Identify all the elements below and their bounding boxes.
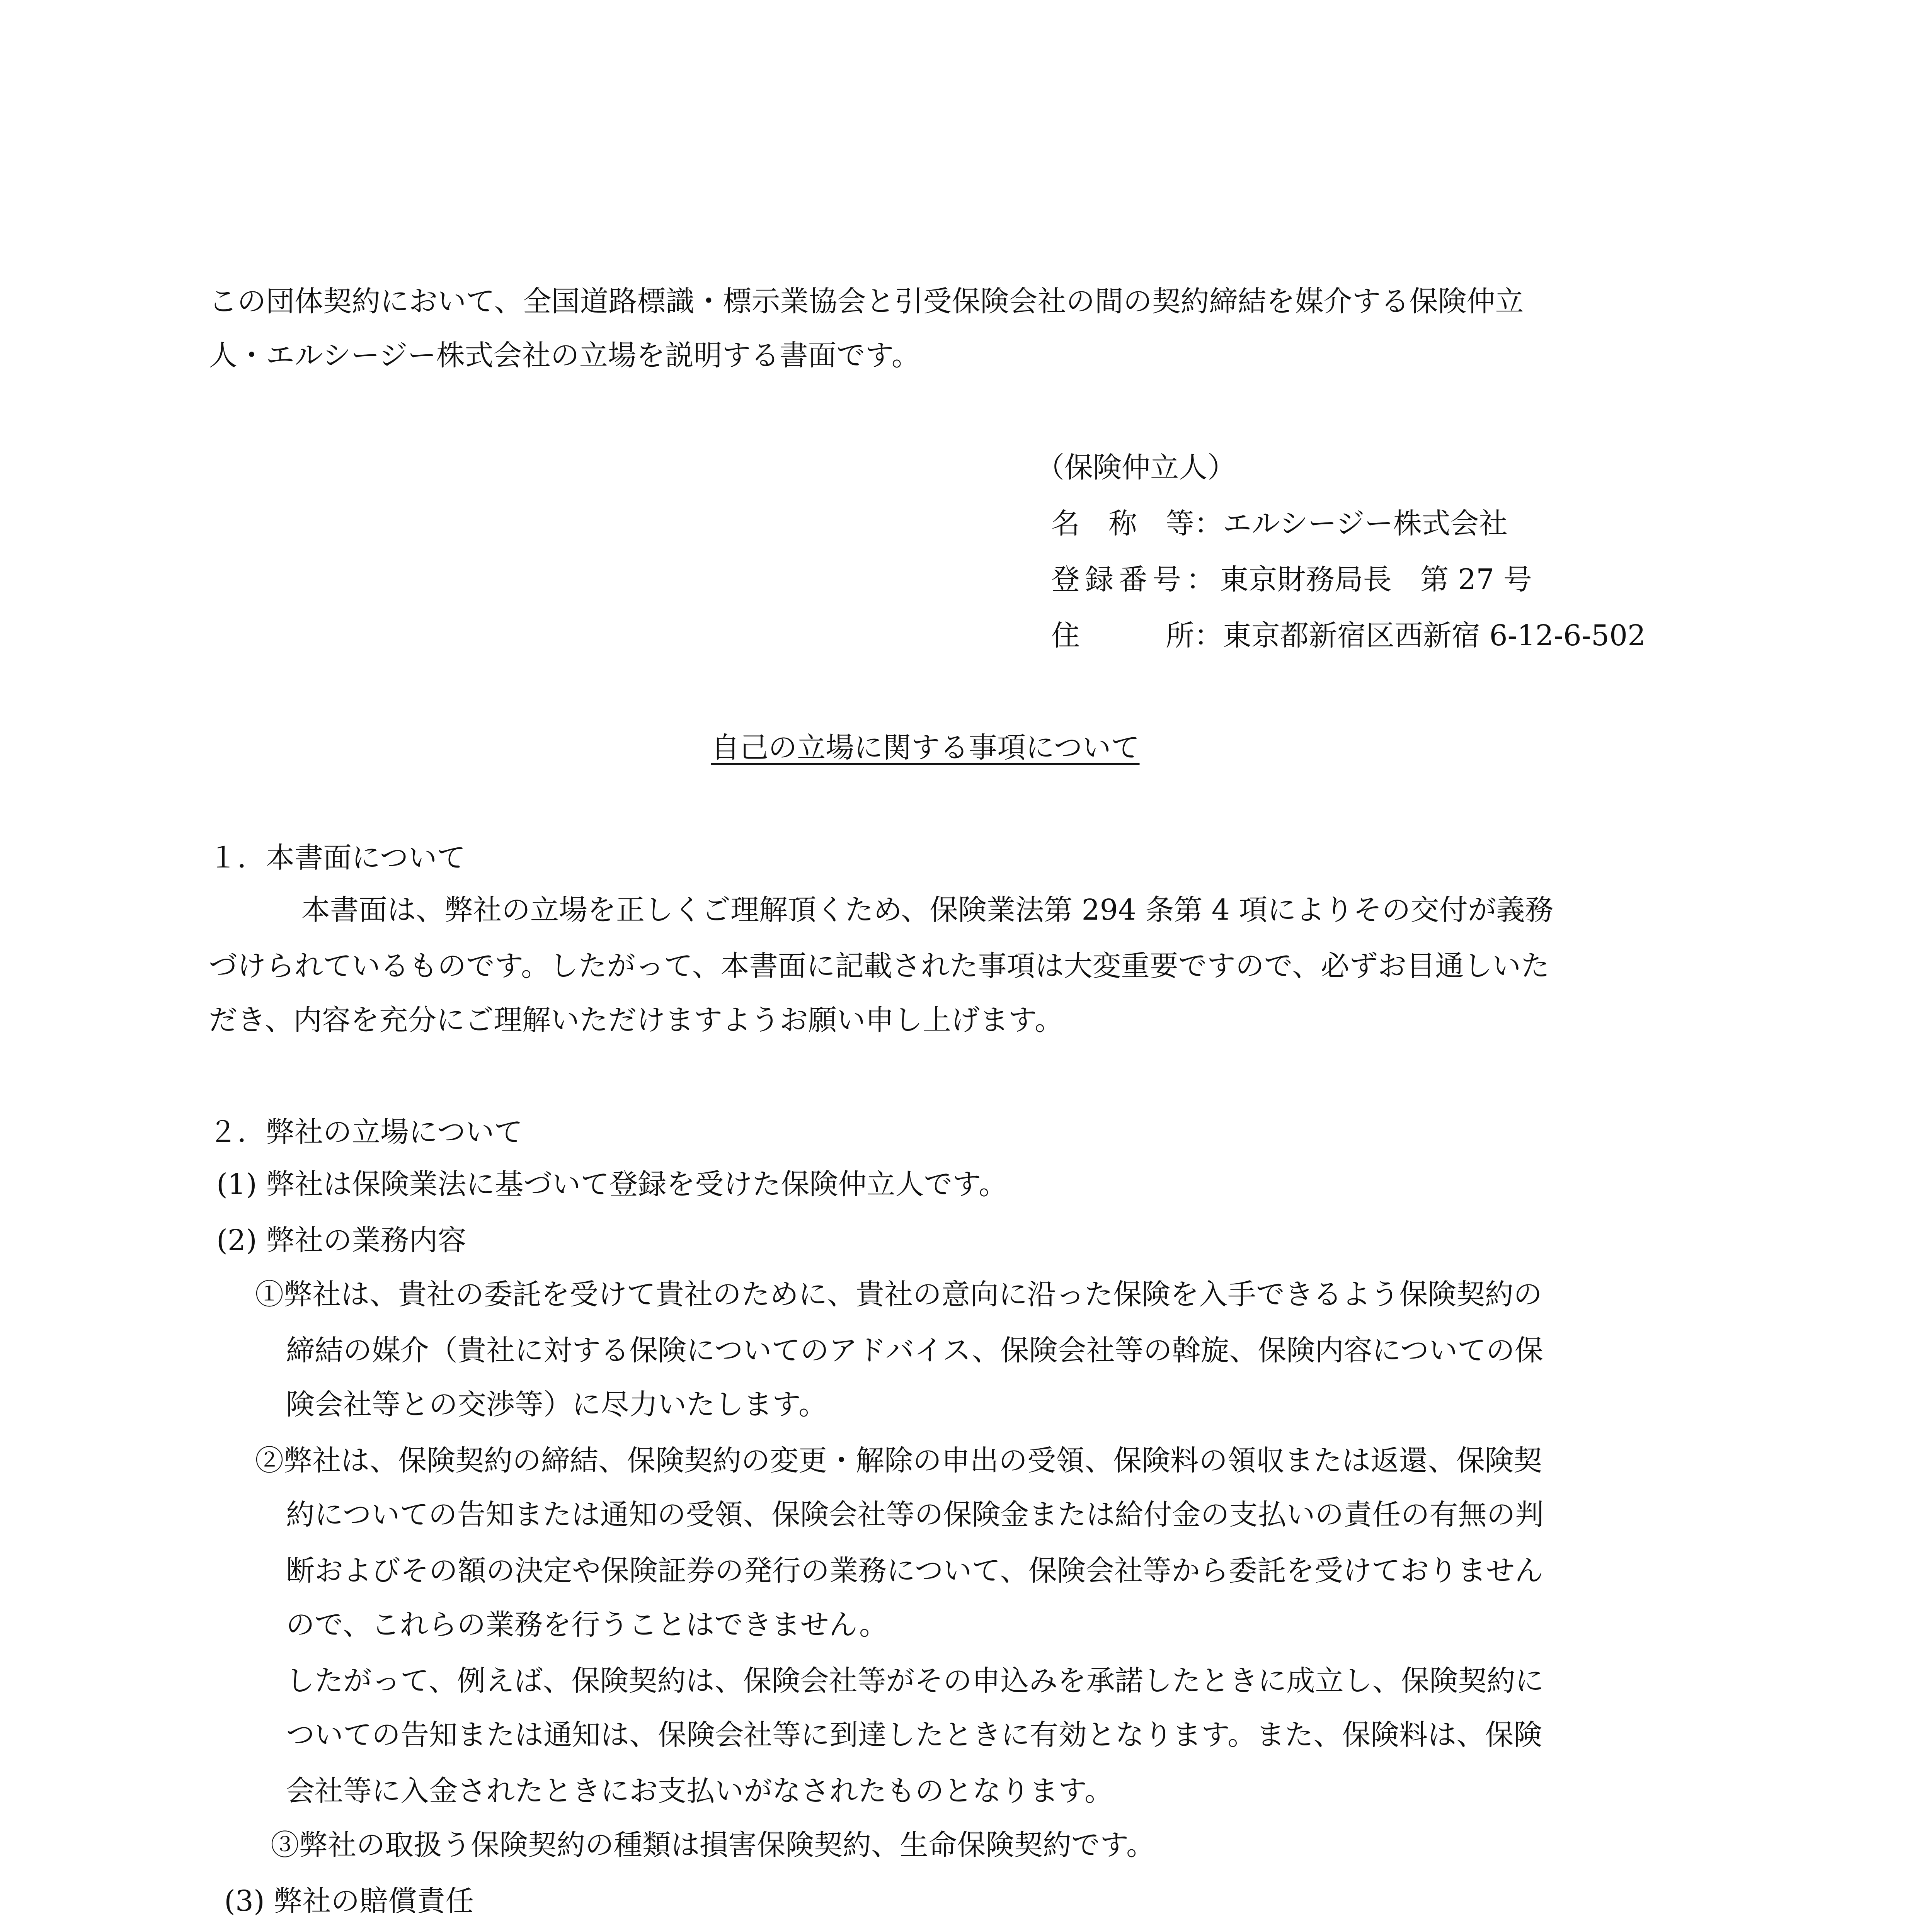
broker-name-label: 名 称 等： [1051, 507, 1223, 540]
section1-line: づけられているものです。したがって、本書面に記載された事項は大変重要ですので、必ずお目通しいた [209, 949, 1550, 983]
broker-name-row [1051, 504, 1508, 543]
section1-line: 本書面は、弊社の立場を正しくご理解頂くため、保険業法第 294 条第 4 項によりその交付が義務 [301, 893, 1554, 927]
sub2-line: したがって、例えば、保険契約は、保険会社等がその申込みを承諾したときに成立し、保険契約に [286, 1664, 1544, 1697]
section2-item-3: (3) 弊社の賠償責任 [224, 1884, 474, 1918]
broker-name-value: エルシージー株式会社 [1223, 507, 1508, 540]
broker-reg-label: 登録番号： [1051, 563, 1220, 596]
sub1-line: ①弊社は、貴社の委託を受けて貴社のために、貴社の意向に沿った保険を入手できるよう保険契約の [255, 1278, 1542, 1311]
sub2-line: ②弊社は、保険契約の締結、保険契約の変更・解除の申出の受領、保険料の領収または返還、保険契 [255, 1444, 1542, 1477]
section2-item-1: (1) 弊社は保険業法に基づいて登録を受けた保険仲立人です。 [216, 1168, 1008, 1201]
sub1-line: 険会社等との交渉等）に尽力いたします。 [286, 1388, 827, 1421]
broker-address-label: 住 所： [1051, 619, 1223, 652]
sub2-line: 会社等に入金されたときにお支払いがなされたものとなります。 [286, 1774, 1113, 1808]
broker-reg-row [1051, 560, 1532, 599]
section1-line: だき、内容を充分にご理解いただけますようお願い申し上げます。 [209, 1003, 1064, 1037]
broker-address-row [1051, 616, 1646, 655]
section2-item-2: (2) 弊社の業務内容 [216, 1224, 466, 1257]
broker-reg-value: 東京財務局長 第 27 号 [1220, 563, 1532, 596]
sub2-line: ついての告知または通知は、保険会社等に到達したときに有効となります。また、保険料は、保険 [286, 1718, 1542, 1752]
broker-heading: （保険仲立人） [1036, 451, 1236, 484]
section2-heading: ２．弊社の立場について [209, 1116, 523, 1149]
broker-address-value: 東京都新宿区西新宿 6-12-6-502 [1223, 619, 1646, 652]
sub2-line: 断およびその額の決定や保険証券の発行の業務について、保険会社等から委託を受けておりません [286, 1554, 1544, 1587]
intro-line-2: 人・エルシージー株式会社の立場を説明する書面です。 [209, 339, 920, 372]
sub2-line: ので、これらの業務を行うことはできません。 [286, 1608, 888, 1641]
document-title: 自己の立場に関する事項について [711, 731, 1140, 764]
intro-line-1: この団体契約において、全国道路標識・標示業協会と引受保険会社の間の契約締結を媒介する保険仲立 [209, 285, 1524, 318]
sub3-line: ③弊社の取扱う保険契約の種類は損害保険契約、生命保険契約です。 [271, 1828, 1155, 1862]
sub1-line: 締結の媒介（貴社に対する保険についてのアドバイス、保険会社等の斡旋、保険内容についての保 [286, 1334, 1544, 1367]
sub2-line: 約についての告知または通知の受領、保険会社等の保険金または給付金の支払いの責任の有無の判 [286, 1498, 1544, 1531]
section1-heading: １．本書面について [209, 841, 466, 874]
